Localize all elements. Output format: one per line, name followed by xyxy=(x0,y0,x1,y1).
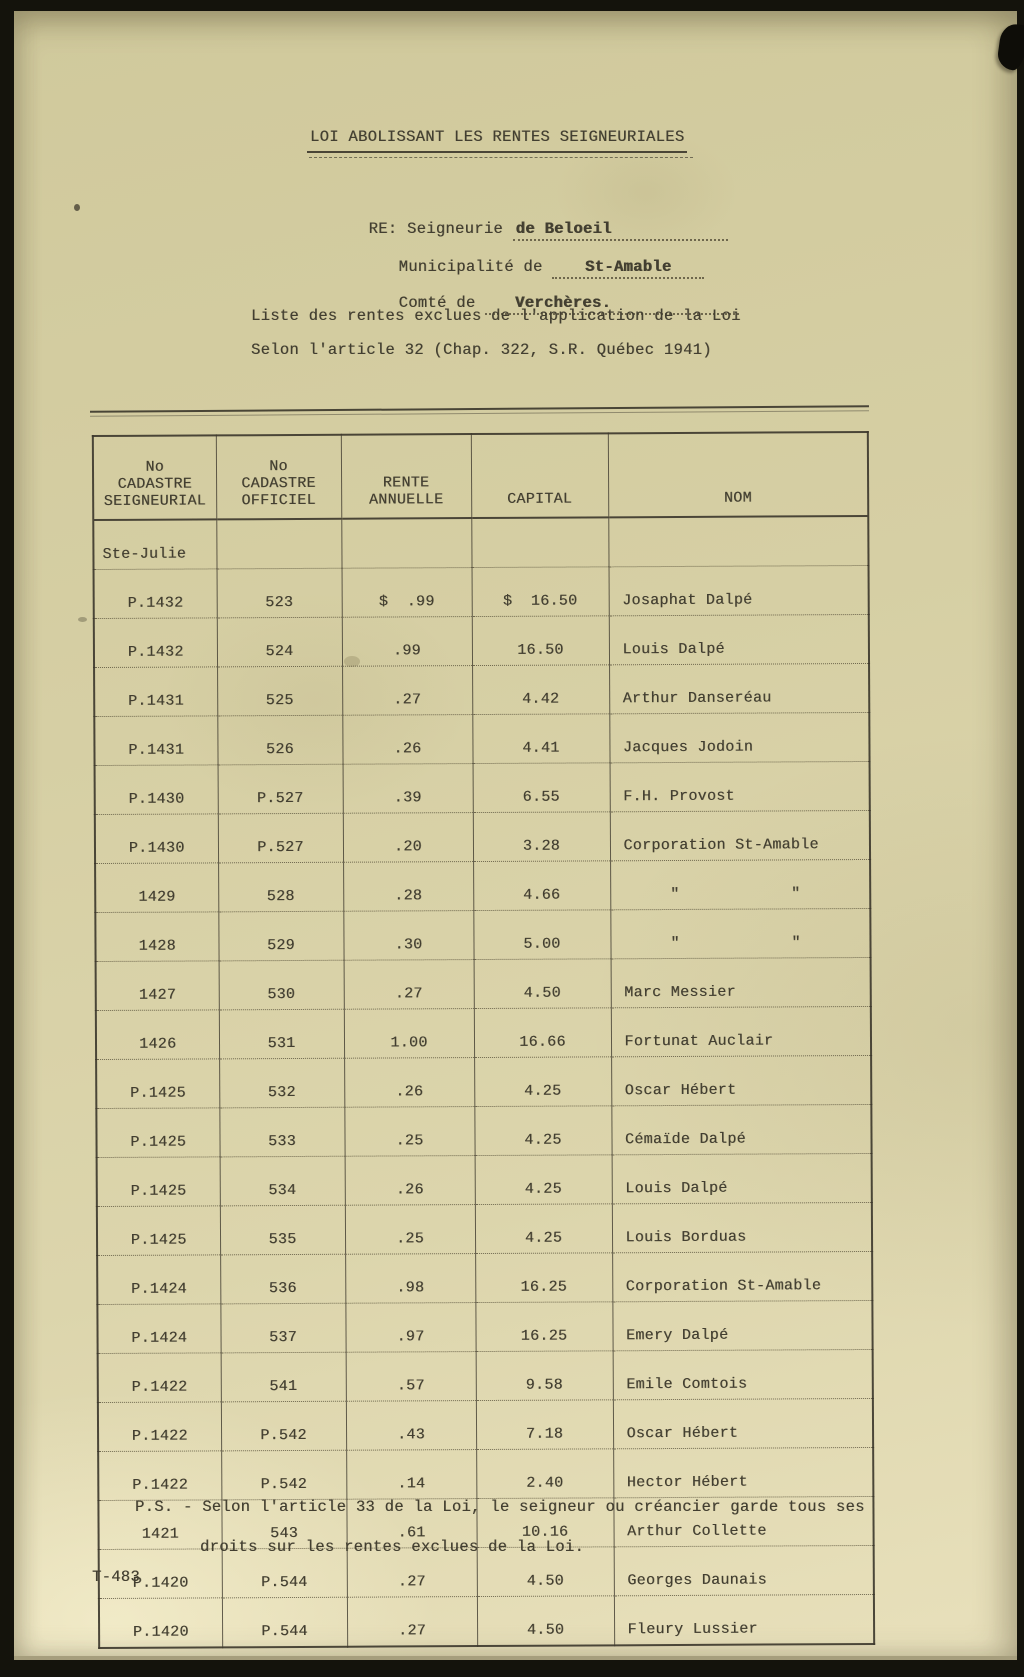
table-row xyxy=(94,712,869,765)
cell-capital: 4.25 xyxy=(474,1106,611,1156)
table-row xyxy=(95,761,870,814)
table-row xyxy=(94,565,869,618)
cell-no_officiel: 534 xyxy=(220,1156,345,1206)
cell-capital: 4.50 xyxy=(477,1596,614,1646)
cell-nom: Arthur Collette xyxy=(613,1496,873,1546)
cell-rente: 1.00 xyxy=(344,1009,474,1059)
cell-capital: 9.58 xyxy=(476,1351,613,1401)
cell-no_officiel: 535 xyxy=(220,1205,345,1255)
table-row xyxy=(98,1447,873,1500)
cell-nom: Louis Dalpé xyxy=(612,1153,872,1203)
cell-no_officiel: 528 xyxy=(218,862,343,912)
cell-rente: .26 xyxy=(342,715,472,765)
cell-rente: .30 xyxy=(343,911,473,961)
cell-no_officiel: P.527 xyxy=(218,764,343,814)
cell-capital: 4.41 xyxy=(472,714,609,764)
cell-no_seigneurial: P.1425 xyxy=(96,1059,219,1109)
cell-rente: .27 xyxy=(342,666,472,716)
table-row xyxy=(96,957,871,1010)
cell-capital: 3.28 xyxy=(473,812,610,862)
cell-rente: .61 xyxy=(346,1499,476,1549)
table-row xyxy=(97,1153,872,1206)
table-row xyxy=(97,1300,872,1353)
cell-nom: Emery Dalpé xyxy=(612,1300,872,1350)
cell-nom: Marc Messier xyxy=(611,957,871,1007)
cell-capital: 5.00 xyxy=(473,910,610,960)
cell-no_seigneurial: P.1424 xyxy=(97,1255,220,1305)
re-value: de Beloeil xyxy=(515,219,612,238)
cell-no_officiel: 525 xyxy=(217,666,342,716)
ink-speck xyxy=(74,204,80,211)
cell-no_officiel: P.542 xyxy=(221,1401,346,1451)
cell-no_officiel: 543 xyxy=(221,1499,346,1549)
table-row xyxy=(95,908,870,961)
cell-empty xyxy=(341,518,471,568)
county-value: Verchères. xyxy=(515,293,612,312)
torn-corner-mark xyxy=(996,22,1024,71)
county-label: Comté de xyxy=(398,293,476,312)
cell-no_seigneurial: P.1422 xyxy=(98,1353,221,1403)
cell-no_seigneurial: P.1422 xyxy=(98,1402,221,1452)
cell-no_seigneurial: P.1431 xyxy=(94,667,217,717)
cell-no_officiel: 541 xyxy=(221,1352,346,1402)
table-row xyxy=(98,1398,873,1451)
cell-nom: Arthur Danseréau xyxy=(609,663,869,713)
municipality-label: Municipalité de xyxy=(398,257,543,276)
separator-rule xyxy=(90,405,869,416)
rents-table xyxy=(92,431,875,1649)
cell-nom: Emile Comtois xyxy=(613,1349,873,1399)
cell-capital: 4.25 xyxy=(474,1057,611,1107)
cell-capital: 2.40 xyxy=(476,1449,613,1499)
table-row xyxy=(97,1251,872,1304)
document-reference: T-483 xyxy=(92,1568,141,1586)
cell-rente: .99 xyxy=(342,617,472,667)
title-underline-dashes xyxy=(309,157,693,158)
table-row xyxy=(97,1202,872,1255)
cell-no_officiel: 530 xyxy=(219,960,344,1010)
cell-rente: .25 xyxy=(344,1107,474,1157)
table-row xyxy=(95,859,870,912)
cell-no_seigneurial: P.1430 xyxy=(95,814,218,864)
cell-no_seigneurial: P.1432 xyxy=(94,569,217,619)
cell-capital: $ 16.50 xyxy=(472,567,609,617)
cell-nom: Corporation St-Amable xyxy=(612,1251,872,1301)
column-header-rente: RENTE ANNUELLE xyxy=(341,434,471,519)
column-header-nom: NOM xyxy=(608,432,868,517)
cell-capital: 10.16 xyxy=(476,1498,613,1548)
cell-capital: 4.42 xyxy=(472,665,609,715)
table-row xyxy=(96,1055,871,1108)
cell-no_seigneurial: 1421 xyxy=(98,1500,221,1550)
cell-rente: .26 xyxy=(344,1058,474,1108)
cell-no_officiel: 533 xyxy=(219,1107,344,1157)
cell-rente: .43 xyxy=(346,1401,476,1451)
cell-capital: 16.66 xyxy=(474,1008,611,1058)
section-row xyxy=(93,516,868,570)
cell-no_officiel: P.544 xyxy=(222,1597,347,1647)
cell-nom: " " xyxy=(610,859,870,909)
cell-nom: Fleury Lussier xyxy=(614,1594,874,1645)
table-row xyxy=(95,810,870,863)
cell-no_seigneurial: P.1431 xyxy=(94,716,217,766)
cell-nom: Corporation St-Amable xyxy=(610,810,870,860)
cell-rente: .27 xyxy=(347,1548,477,1598)
table-header-row xyxy=(93,432,868,520)
cell-no_officiel: 536 xyxy=(220,1254,345,1304)
table-row xyxy=(94,663,869,716)
cell-no_seigneurial: P.1432 xyxy=(94,618,217,668)
cell-nom: Jacques Jodoin xyxy=(609,712,869,762)
cell-rente: .27 xyxy=(347,1597,477,1647)
cell-no_seigneurial: 1428 xyxy=(95,912,218,962)
column-header-no_officiel: No CADASTRE OFFICIEL xyxy=(216,435,341,520)
cell-rente: .25 xyxy=(345,1205,475,1255)
cell-rente: .39 xyxy=(343,764,473,814)
cell-no_officiel: P.527 xyxy=(218,813,343,863)
paper-sheet xyxy=(14,11,1017,1660)
ps-line-2: droits sur les rentes exclues de la Loi. xyxy=(200,1538,585,1556)
cell-capital: 6.55 xyxy=(473,763,610,813)
cell-no_seigneurial: P.1420 xyxy=(99,1549,222,1599)
column-header-no_seigneurial: No CADASTRE SEIGNEURIAL xyxy=(93,435,216,520)
cell-capital: 4.25 xyxy=(475,1155,612,1205)
cell-nom: Oscar Hébert xyxy=(613,1398,873,1448)
cell-no_officiel: P.544 xyxy=(222,1548,347,1598)
table-row xyxy=(98,1349,873,1402)
cell-no_seigneurial: P.1430 xyxy=(95,765,218,815)
cell-no_officiel: 523 xyxy=(217,568,342,618)
cell-rente: .27 xyxy=(344,960,474,1010)
column-header-capital: CAPITAL xyxy=(471,433,608,518)
cell-no_seigneurial: 1426 xyxy=(96,1010,219,1060)
cell-nom: Hector Hébert xyxy=(613,1447,873,1497)
rent-table-body xyxy=(93,516,874,1648)
cell-nom: Josaphat Dalpé xyxy=(609,565,869,615)
cell-rente: .20 xyxy=(343,813,473,863)
page-title: LOI ABOLISSANT LES RENTES SEIGNEURIALES xyxy=(307,128,687,153)
cell-capital: 16.50 xyxy=(472,616,609,666)
cell-no_officiel: 524 xyxy=(217,617,342,667)
cell-nom: Fortunat Auclair xyxy=(611,1006,871,1056)
cell-no_seigneurial: P.1425 xyxy=(97,1157,220,1207)
cell-no_officiel: 531 xyxy=(219,1009,344,1059)
re-label: RE: Seigneurie xyxy=(368,219,504,238)
cell-capital: 4.50 xyxy=(477,1547,614,1597)
cell-capital: 7.18 xyxy=(476,1400,613,1450)
cell-no_seigneurial: P.1420 xyxy=(132,1623,189,1641)
cell-no_officiel: 529 xyxy=(218,911,343,961)
cell-rente: $ .99 xyxy=(342,568,472,618)
cell-rente: .14 xyxy=(346,1450,476,1500)
municipality-value: St-Amable xyxy=(585,257,672,276)
cell-no_seigneurial: P.1425 xyxy=(96,1108,219,1158)
cell-capital: 16.25 xyxy=(475,1253,612,1303)
cell-rente: .97 xyxy=(345,1303,475,1353)
cell-no_officiel: P.542 xyxy=(221,1450,346,1500)
cell-capital: 4.50 xyxy=(474,959,611,1009)
cell-no_seigneurial: P.1425 xyxy=(97,1206,220,1256)
cell-rente: .98 xyxy=(345,1254,475,1304)
cell-nom: " " xyxy=(610,908,870,958)
smudge xyxy=(78,617,87,622)
cell-nom: Oscar Hébert xyxy=(611,1055,871,1105)
cell-no_seigneurial: P.1424 xyxy=(97,1304,220,1354)
cell-empty xyxy=(471,517,608,567)
cell-empty xyxy=(216,519,341,569)
cell-no_officiel: 537 xyxy=(220,1303,345,1353)
cell-rente: .26 xyxy=(345,1156,475,1206)
table-row xyxy=(96,1104,871,1157)
table-row xyxy=(96,1006,871,1059)
intro-line-2: Selon l'article 32 (Chap. 322, S.R. Québec 1941) xyxy=(251,341,712,359)
cell-nom: Georges Daunais xyxy=(614,1545,874,1595)
cell-nom: Louis Borduas xyxy=(612,1202,872,1252)
cell-nom: Louis Dalpé xyxy=(609,614,869,664)
cell-rente: .28 xyxy=(343,862,473,912)
cell-empty xyxy=(608,516,868,567)
cell-no_officiel: 526 xyxy=(217,715,342,765)
cell-no_officiel: 532 xyxy=(219,1058,344,1108)
table-row xyxy=(99,1594,874,1648)
table-row xyxy=(94,614,869,667)
cell-rente: .57 xyxy=(346,1352,476,1402)
cell-capital: 4.66 xyxy=(473,861,610,911)
cell-nom: Cémaïde Dalpé xyxy=(611,1104,871,1154)
intro-line-1: Liste des rentes exclues de l'application de la Loi xyxy=(251,307,741,325)
cell-no_seigneurial: P.1422 xyxy=(98,1451,221,1501)
cell-no_seigneurial: 1427 xyxy=(96,961,219,1011)
ps-line-1: P.S. - Selon l'article 33 de la Loi, le seigneur ou créancier garde tous ses xyxy=(135,1498,865,1516)
cell-capital: 16.25 xyxy=(475,1302,612,1352)
cell-no_seigneurial: 1429 xyxy=(95,863,218,913)
cell-nom: F.H. Provost xyxy=(610,761,870,811)
cell-capital: 4.25 xyxy=(475,1204,612,1254)
section-label: Ste-Julie xyxy=(93,519,216,569)
